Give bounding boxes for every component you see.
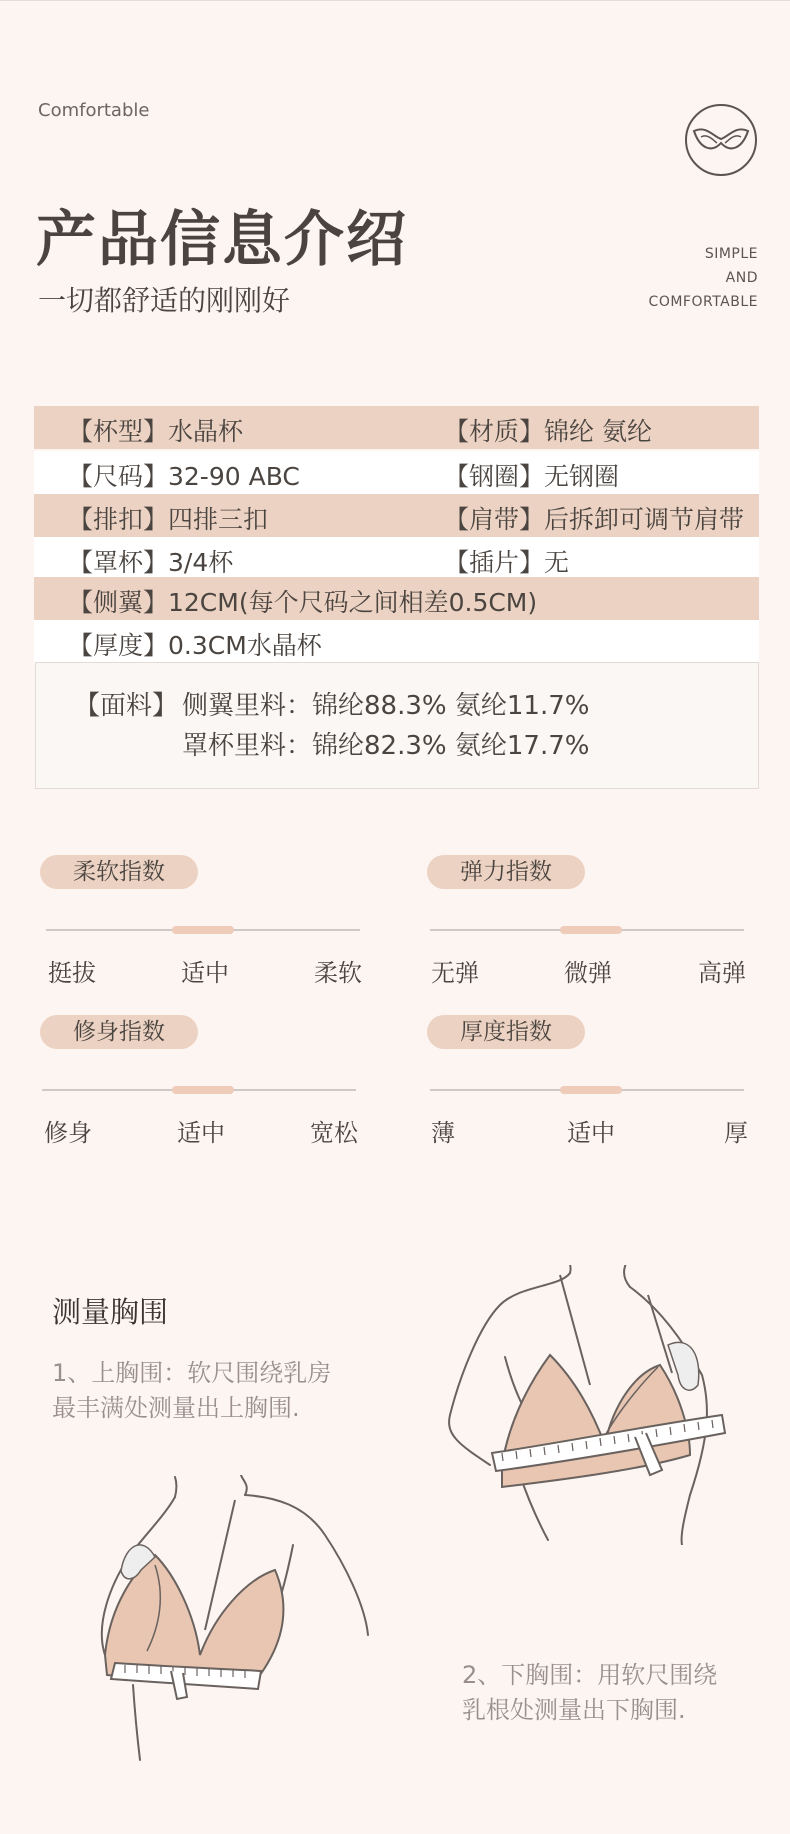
softness-level-label: 适中	[181, 959, 229, 987]
spec-row	[34, 494, 759, 537]
thickness-level-label: 薄	[431, 1119, 455, 1147]
fit-level-label: 宽松	[310, 1119, 358, 1147]
upper-bust-illustration	[440, 1265, 740, 1545]
spec-cell: 【排扣】四排三扣	[68, 505, 269, 534]
fit-level-label: 修身	[44, 1119, 92, 1147]
fabric-line: 侧翼里料：锦纶88.3% 氨纶11.7%	[182, 691, 590, 721]
spec-cell: 【杯型】水晶杯	[68, 417, 244, 446]
lower-bust-instruction: 乳根处测量出下胸围.	[462, 1696, 686, 1724]
spec-cell: 【侧翼】12CM(每个尺码之间相差0.5CM)	[68, 588, 538, 617]
lower-bust-instruction: 2、下胸围：用软尺围绕	[462, 1661, 718, 1689]
spec-row	[34, 451, 759, 494]
bra-logo-icon	[684, 103, 758, 177]
brand-label: Comfortable	[38, 100, 150, 121]
spec-row	[34, 406, 759, 449]
spec-row	[34, 620, 759, 663]
softness-level-label: 柔软	[314, 959, 362, 987]
spec-cell: 【插片】无	[444, 548, 570, 577]
spec-row	[34, 577, 759, 620]
fit-index-badge: 修身指数	[40, 1015, 198, 1049]
fabric-line: 罩杯里料：锦纶82.3% 氨纶17.7%	[182, 731, 590, 761]
fabric-label: 【面料】	[74, 691, 179, 721]
upper-bust-instruction: 最丰满处测量出上胸围.	[52, 1394, 300, 1422]
spec-cell: 【尺码】32-90 ABC	[68, 462, 300, 491]
elasticity-index-marker	[560, 926, 622, 934]
upper-bust-instruction: 1、上胸围：软尺围绕乳房	[52, 1359, 332, 1387]
top-divider	[0, 0, 790, 1]
spec-cell: 【厚度】0.3CM水晶杯	[68, 631, 322, 660]
fit-index-marker	[172, 1086, 234, 1094]
thickness-index-marker	[560, 1086, 622, 1094]
side-tag-line: COMFORTABLE	[648, 294, 758, 310]
thickness-index-badge: 厚度指数	[427, 1015, 585, 1049]
softness-index-marker	[172, 926, 234, 934]
spec-row	[34, 537, 759, 580]
softness-index-badge: 柔软指数	[40, 855, 198, 889]
elasticity-level-label: 高弹	[698, 959, 746, 987]
spec-cell: 【钢圈】无钢圈	[444, 462, 620, 491]
spec-cell: 【材质】锦纶 氨纶	[444, 417, 652, 446]
lower-bust-illustration	[85, 1475, 385, 1765]
side-tag-line: SIMPLE	[704, 246, 758, 262]
fit-level-label: 适中	[177, 1119, 225, 1147]
page-subtitle: 一切都舒适的刚刚好	[38, 284, 291, 317]
thickness-level-label: 厚	[724, 1119, 748, 1147]
spec-cell: 【肩带】后拆卸可调节肩带	[444, 505, 745, 534]
thickness-level-label: 适中	[567, 1119, 615, 1147]
elasticity-level-label: 微弹	[564, 959, 612, 987]
measure-title: 测量胸围	[52, 1295, 169, 1329]
elasticity-level-label: 无弹	[431, 959, 479, 987]
spec-cell: 【罩杯】3/4杯	[68, 548, 234, 577]
elasticity-index-badge: 弹力指数	[427, 855, 585, 889]
fabric-box	[35, 662, 759, 789]
page-title: 产品信息介绍	[36, 205, 408, 275]
side-tag-line: AND	[725, 270, 758, 286]
softness-level-label: 挺拔	[48, 959, 96, 987]
